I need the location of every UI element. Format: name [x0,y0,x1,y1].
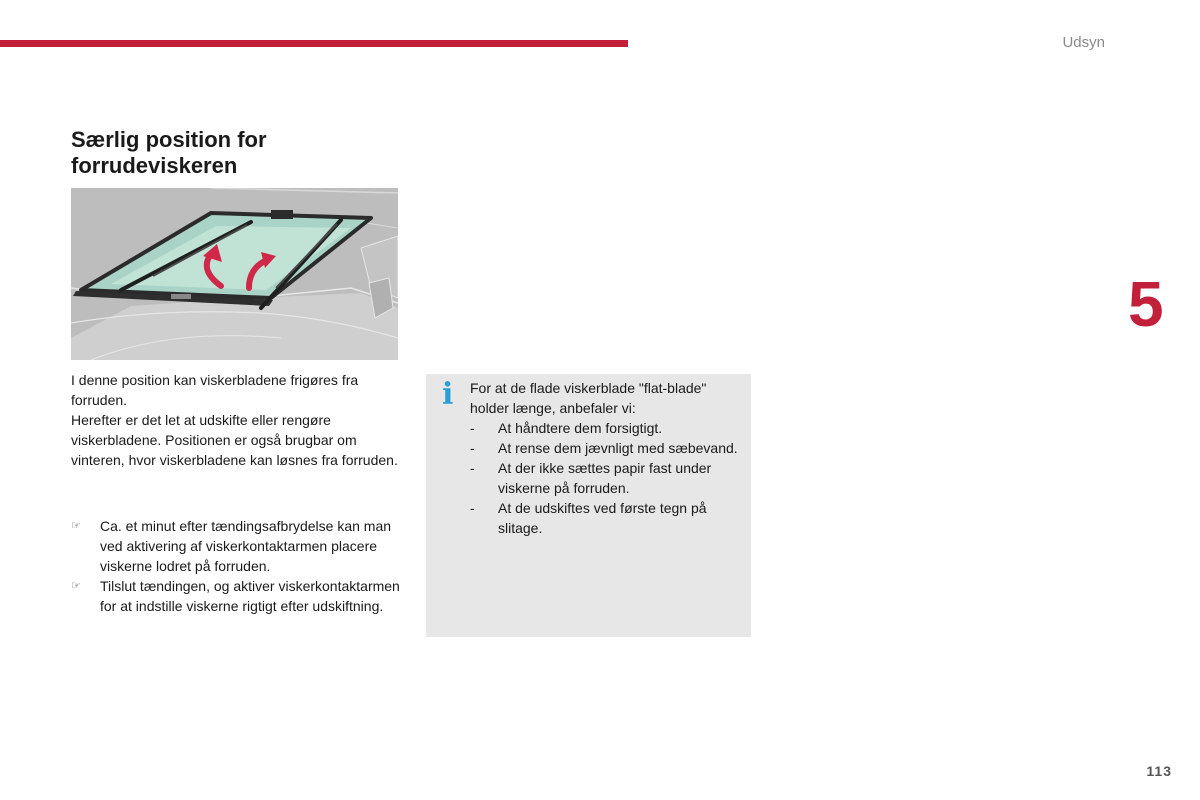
info-list-item [470,438,742,458]
dash-bullet: - [470,440,475,456]
header-accent-bar [0,40,628,47]
page-title [71,127,267,179]
info-box [426,374,751,637]
info-item-text: At de udskiftes ved første tegn på slitage. [498,500,707,536]
info-item-text: At rense dem jævnligt med sæbevand. [498,440,738,456]
intro-paragraph-2: Herefter er det let at udskifte eller rengøre viskerbladene. Positionen er også brugbar om vinteren, hvor viskerbladene kan løsnes fra forruden. [71,412,398,468]
info-icon: i [442,377,454,412]
pointing-hand-icon: ☞ [71,520,81,532]
info-intro: For at de flade viskerblade "flat-blade" holder længe, anbefaler vi: [470,380,707,416]
page-title-line-1: Særlig position for [71,127,267,152]
intro-paragraph-1: I denne position kan viskerbladene frigøres fra forruden. [71,372,359,408]
dash-bullet: - [470,420,475,436]
pointing-hand-icon: ☞ [71,580,81,592]
windshield-wiper-illustration [71,188,398,360]
info-item-text: At håndtere dem forsigtigt. [498,420,663,436]
info-item-text: At der ikke sættes papir fast under viskerne på forruden. [498,460,712,496]
procedure-step [71,576,401,616]
procedure-steps [71,516,401,616]
info-list [470,418,742,538]
intro-text [71,370,401,470]
info-list-item [470,418,742,438]
section-label: Udsyn [1062,34,1105,51]
page-title-line-2: forrudeviskeren [71,153,238,178]
info-list-item [470,498,742,538]
dash-bullet: - [470,500,475,516]
procedure-step [71,516,401,576]
page-number: 113 [1146,763,1172,779]
info-list-item [470,458,742,498]
procedure-step-text: Ca. et minut efter tændingsafbrydelse kan man ved aktivering af viskerkontaktarmen placere viskerne lodret på forruden. [100,518,392,574]
procedure-step-text: Tilslut tændingen, og aktiver viskerkontaktarmen for at indstille viskerne rigtigt efter udskiftning. [100,578,400,614]
chapter-number: 5 [1128,268,1164,340]
dash-bullet: - [470,460,475,476]
